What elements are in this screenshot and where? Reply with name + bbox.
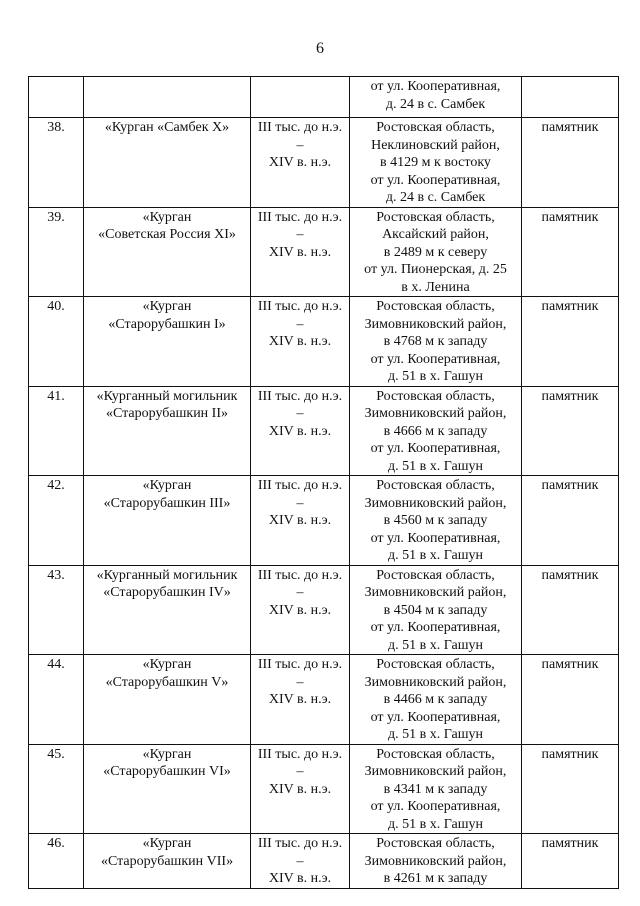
object-location-line: д. 24 в с. Самбек: [385, 190, 486, 205]
object-location-line: Ростовская область,: [376, 209, 495, 225]
row-number-text: 42.: [47, 478, 65, 493]
row-number: [29, 207, 84, 297]
object-location-line: в 4261 м к западу: [383, 871, 488, 886]
object-location-line: д. 51 в х. Гашун: [388, 816, 483, 832]
object-dating: [251, 565, 350, 655]
row-number-text: 38.: [47, 120, 65, 135]
object-location: [350, 118, 522, 208]
object-category: [522, 834, 619, 889]
row-number-text: 45.: [47, 746, 65, 762]
object-location: [350, 655, 522, 745]
object-dating: [251, 386, 350, 476]
object-category-text: памятник: [541, 120, 599, 135]
row-number-text: 41.: [47, 388, 65, 404]
object-location-line: в 4341 м к западу: [383, 781, 488, 797]
table-row: [29, 565, 619, 655]
object-category: [522, 207, 619, 297]
object-location-line: от ул. Кооперативная,: [370, 709, 501, 725]
object-name-line: «Курган: [142, 836, 192, 851]
object-location-line: Ростовская область,: [376, 388, 495, 404]
object-name: [84, 834, 251, 889]
object-dating-line: XIV в. н.э.: [268, 334, 332, 349]
table-row: [29, 744, 619, 834]
object-dating-line: III тыс. до н.э. –: [257, 388, 343, 421]
object-dating-line: XIV в. н.э.: [268, 423, 332, 439]
object-category-text: памятник: [541, 299, 599, 314]
object-location-line: д. 51 в х. Гашун: [388, 727, 483, 742]
row-number: [29, 744, 84, 834]
row-number: [29, 476, 84, 566]
row-number: [29, 565, 84, 655]
object-location: [350, 834, 522, 889]
row-number: [29, 77, 84, 118]
object-location-line: в х. Ленина: [401, 279, 470, 295]
object-location-line: д. 24 в с. Самбек: [385, 96, 486, 112]
table-row: [29, 386, 619, 476]
object-location-line: Ростовская область,: [376, 567, 495, 583]
object-category-text: памятник: [541, 836, 599, 851]
object-location-line: от ул. Кооперативная,: [370, 79, 501, 94]
object-dating: [251, 118, 350, 208]
object-name-line: «Курган: [142, 209, 192, 225]
object-dating: [251, 77, 350, 118]
object-name-line: «Курган: [142, 746, 192, 762]
object-location-line: Ростовская область,: [376, 120, 495, 135]
object-name-line: «Курган: [142, 657, 192, 672]
object-location-line: в 4666 м к западу: [383, 423, 488, 439]
object-category: [522, 565, 619, 655]
object-category-text: памятник: [541, 567, 599, 583]
object-name-line: «Курган «Самбек X»: [104, 120, 230, 135]
object-dating-line: XIV в. н.э.: [268, 781, 332, 797]
object-location-line: в 4466 м к западу: [383, 692, 488, 707]
object-dating-line: III тыс. до н.э. –: [257, 120, 343, 153]
object-location-line: Зимовниковский район,: [364, 316, 507, 332]
object-name: [84, 565, 251, 655]
object-location-line: д. 51 в х. Гашун: [388, 637, 483, 653]
row-number: [29, 834, 84, 889]
object-name: [84, 655, 251, 745]
object-category: [522, 297, 619, 387]
object-location: [350, 744, 522, 834]
page-number: 6: [316, 40, 324, 57]
object-name: [84, 77, 251, 118]
object-location-line: в 4129 м к востоку: [380, 155, 491, 170]
object-name-line: «Старорубашкин VII»: [100, 853, 234, 869]
object-location-line: Неклиновский район,: [371, 137, 500, 153]
object-location: [350, 386, 522, 476]
object-location-line: д. 51 в х. Гашун: [388, 548, 483, 563]
object-dating-line: III тыс. до н.э. –: [257, 478, 343, 511]
object-name-line: «Курганный могильник: [96, 567, 238, 583]
object-location-line: Зимовниковский район,: [364, 853, 507, 869]
object-name: [84, 386, 251, 476]
object-location-line: Ростовская область,: [376, 299, 495, 314]
object-category-text: памятник: [541, 746, 599, 762]
object-name-line: «Старорубашкин III»: [103, 495, 231, 511]
object-dating-line: III тыс. до н.э. –: [257, 567, 343, 600]
table-body: [29, 77, 619, 889]
object-dating-line: III тыс. до н.э. –: [257, 746, 343, 779]
row-number-text: 39.: [47, 209, 65, 225]
object-name-line: «Советская Россия XI»: [98, 227, 236, 242]
object-location-line: д. 51 в х. Гашун: [388, 458, 483, 474]
object-location-line: Зимовниковский район,: [364, 674, 507, 690]
object-dating: [251, 655, 350, 745]
object-dating-line: XIV в. н.э.: [268, 602, 332, 618]
object-name-line: «Старорубашкин V»: [105, 674, 229, 690]
object-location-line: от ул. Кооперативная,: [370, 441, 501, 456]
object-dating-line: III тыс. до н.э. –: [257, 836, 343, 869]
row-number: [29, 655, 84, 745]
object-location-line: д. 51 в х. Гашун: [388, 369, 483, 384]
object-location: [350, 207, 522, 297]
object-category-text: памятник: [541, 388, 599, 404]
object-dating: [251, 207, 350, 297]
row-number-text: 43.: [47, 567, 65, 583]
row-number: [29, 297, 84, 387]
object-location-line: Ростовская область,: [376, 478, 495, 493]
object-location-line: в 4768 м к западу: [383, 334, 488, 349]
object-location: [350, 565, 522, 655]
object-name-line: «Курган: [142, 478, 192, 493]
object-category: [522, 655, 619, 745]
table-row: [29, 77, 619, 118]
object-name: [84, 476, 251, 566]
object-location-line: Зимовниковский район,: [364, 495, 507, 511]
object-name: [84, 118, 251, 208]
object-location-line: Зимовниковский район,: [364, 585, 507, 600]
object-category: [522, 476, 619, 566]
object-location-line: от ул. Кооперативная,: [370, 172, 501, 188]
row-number: [29, 118, 84, 208]
object-dating-line: XIV в. н.э.: [268, 871, 332, 886]
table-row: [29, 834, 619, 889]
object-dating-line: III тыс. до н.э. –: [257, 657, 343, 690]
row-number-text: 44.: [47, 657, 65, 672]
object-location-line: от ул. Пионерская, д. 25: [364, 262, 507, 277]
object-dating: [251, 297, 350, 387]
object-category: [522, 118, 619, 208]
object-location-line: Ростовская область,: [376, 746, 495, 762]
object-name-line: «Старорубашкин II»: [105, 406, 228, 421]
object-location-line: Зимовниковский район,: [364, 406, 507, 421]
table-row: [29, 118, 619, 208]
object-dating-line: XIV в. н.э.: [268, 155, 332, 170]
object-location-line: от ул. Кооперативная,: [370, 530, 501, 546]
table-row: [29, 297, 619, 387]
object-category-text: памятник: [541, 209, 599, 225]
object-dating-line: III тыс. до н.э. –: [257, 299, 343, 332]
object-name-line: «Старорубашкин IV»: [103, 585, 231, 600]
object-location-line: Ростовская область,: [376, 836, 495, 851]
object-location-line: от ул. Кооперативная,: [370, 620, 501, 635]
table-row: [29, 476, 619, 566]
object-location: [350, 297, 522, 387]
table-row: [29, 207, 619, 297]
object-name-line: «Курган: [142, 299, 192, 314]
object-category-text: памятник: [541, 478, 599, 493]
object-dating-line: XIV в. н.э.: [268, 513, 332, 528]
object-location-line: Зимовниковский район,: [364, 764, 507, 779]
row-number: [29, 386, 84, 476]
object-name-line: «Курганный могильник: [96, 388, 238, 404]
object-location-line: в 4504 м к западу: [383, 602, 488, 618]
object-location-line: Ростовская область,: [376, 657, 495, 672]
row-number-text: 40.: [47, 299, 65, 314]
object-category: [522, 386, 619, 476]
object-location-line: Аксайский район,: [382, 227, 489, 242]
object-dating-line: XIV в. н.э.: [268, 692, 332, 707]
object-category: [522, 77, 619, 118]
table-row: [29, 655, 619, 745]
object-location: [350, 77, 522, 118]
object-location-line: в 4560 м к западу: [383, 513, 488, 528]
object-dating-line: III тыс. до н.э. –: [257, 209, 343, 242]
object-name-line: «Старорубашкин VI»: [103, 764, 231, 779]
object-dating: [251, 834, 350, 889]
object-name: [84, 297, 251, 387]
object-location: [350, 476, 522, 566]
object-name: [84, 744, 251, 834]
object-category: [522, 744, 619, 834]
object-name-line: «Старорубашкин I»: [108, 316, 226, 332]
object-name: [84, 207, 251, 297]
object-location-line: от ул. Кооперативная,: [370, 351, 501, 367]
row-number-text: 46.: [47, 836, 65, 851]
object-location-line: от ул. Кооперативная,: [370, 799, 501, 814]
object-dating-line: XIV в. н.э.: [268, 244, 332, 260]
object-dating: [251, 476, 350, 566]
object-dating: [251, 744, 350, 834]
object-location-line: в 2489 м к северу: [383, 244, 488, 260]
object-category-text: памятник: [541, 657, 599, 672]
heritage-objects-table: [28, 76, 619, 889]
